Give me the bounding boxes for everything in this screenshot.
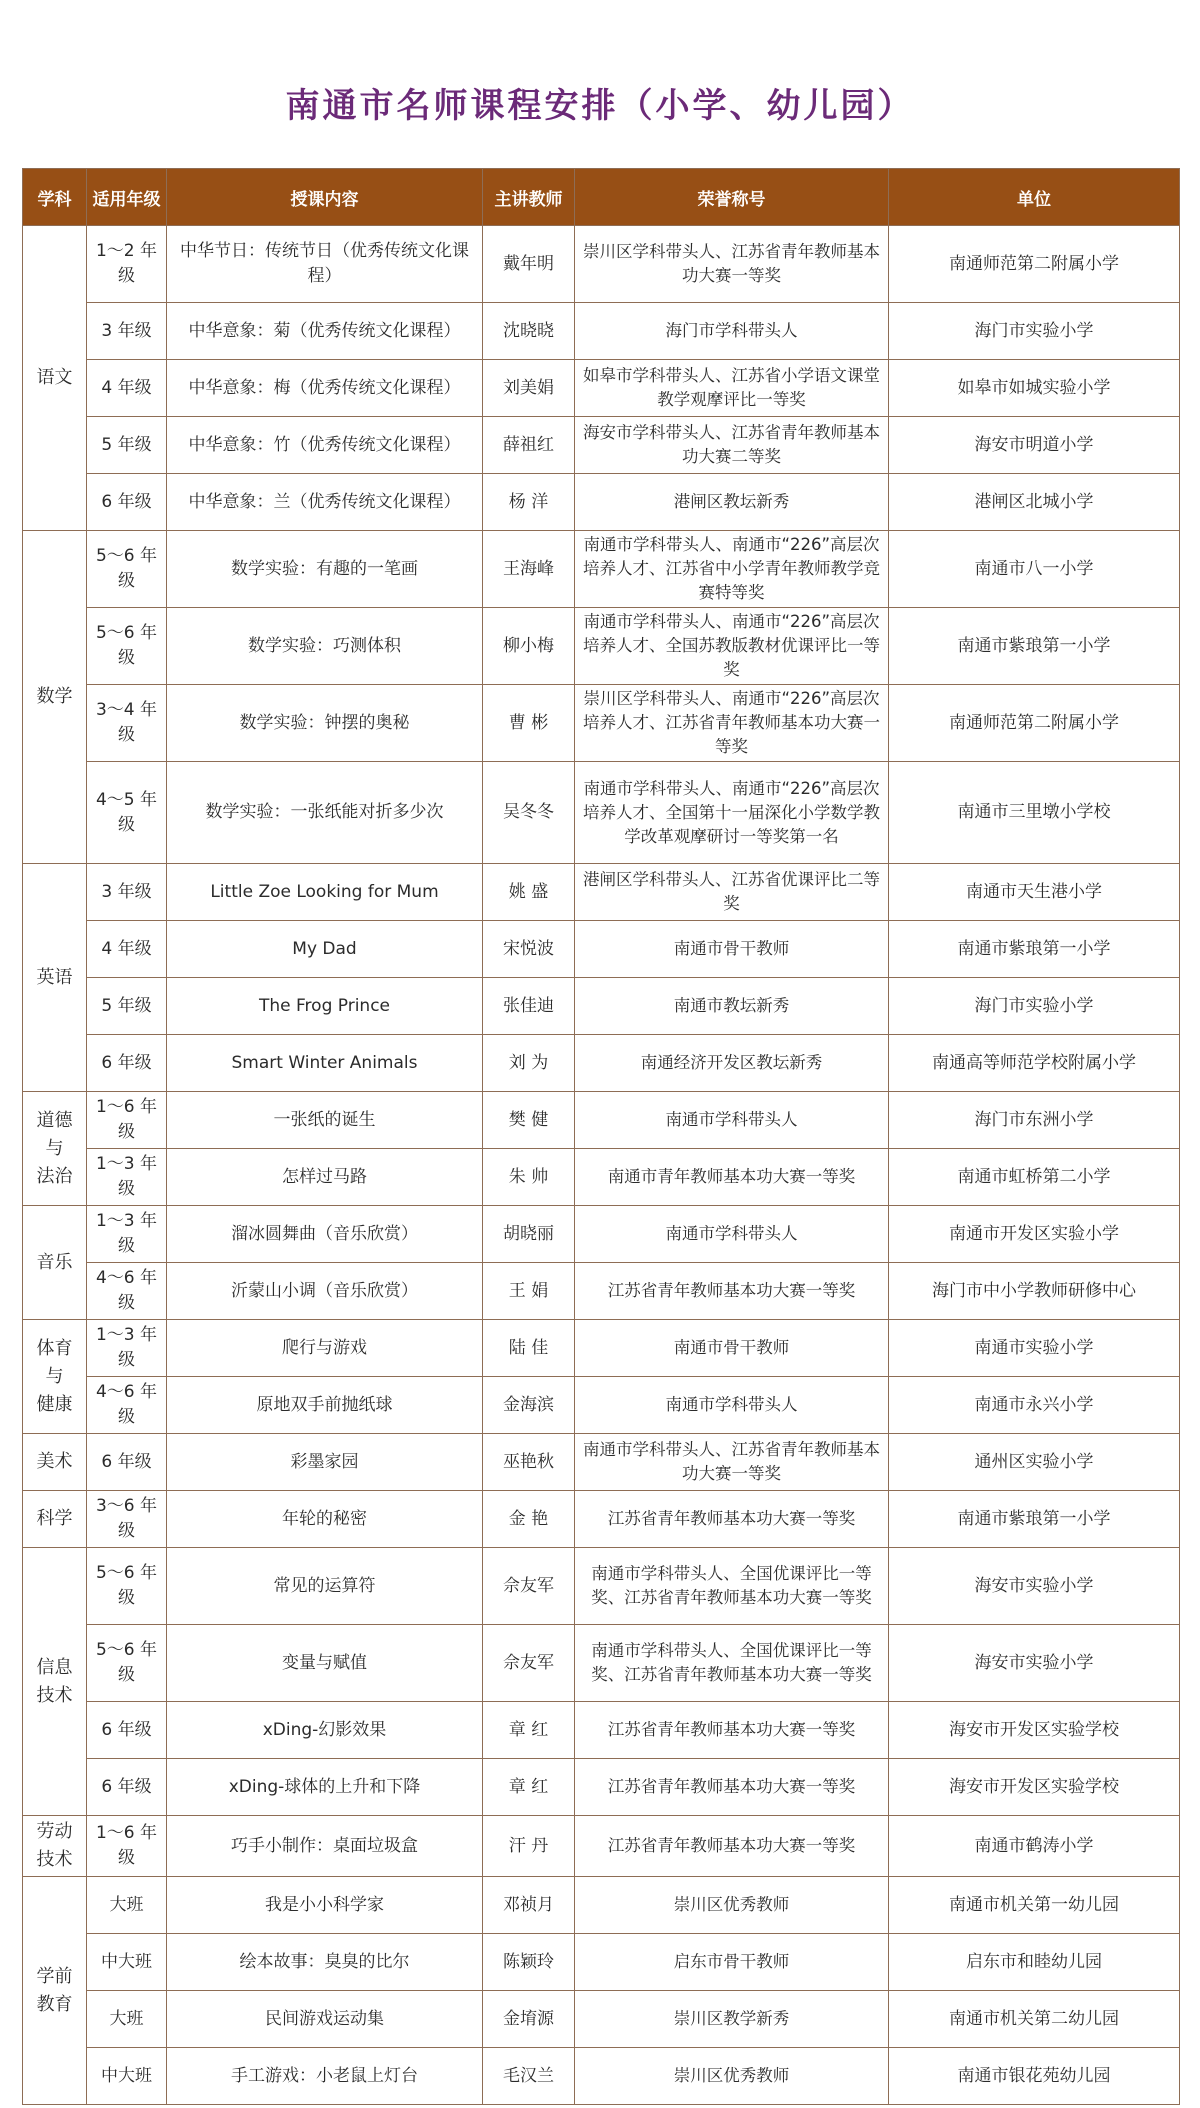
unit-cell: 海安市开发区实验学校 — [889, 1759, 1180, 1816]
honor-cell: 南通市骨干教师 — [575, 1320, 889, 1377]
content-cell: 数学实验：一张纸能对折多少次 — [167, 762, 483, 864]
grade-cell: 1～2 年级 — [87, 226, 167, 303]
content-cell: 数学实验：巧测体积 — [167, 608, 483, 685]
subject-cell: 科学 — [23, 1491, 87, 1548]
honor-cell: 南通市学科带头人、南通市“226”高层次培养人才、全国苏教版教材优课评比一等奖 — [575, 608, 889, 685]
grade-cell: 5 年级 — [87, 417, 167, 474]
honor-cell: 崇川区优秀教师 — [575, 1877, 889, 1934]
grade-cell: 大班 — [87, 1877, 167, 1934]
content-cell: xDing-幻影效果 — [167, 1702, 483, 1759]
content-cell: 绘本故事：臭臭的比尔 — [167, 1934, 483, 1991]
unit-cell: 南通市八一小学 — [889, 531, 1180, 608]
content-cell: 中华意象：兰（优秀传统文化课程） — [167, 474, 483, 531]
table-row — [23, 2048, 1180, 2105]
teacher-cell: 章 红 — [483, 1759, 575, 1816]
subject-cell: 信息 技术 — [23, 1548, 87, 1816]
content-cell: The Frog Prince — [167, 978, 483, 1035]
table-row — [23, 360, 1180, 417]
honor-cell: 南通市学科带头人 — [575, 1092, 889, 1149]
unit-cell: 南通市实验小学 — [889, 1320, 1180, 1377]
unit-cell: 海门市实验小学 — [889, 978, 1180, 1035]
grade-cell: 4 年级 — [87, 360, 167, 417]
unit-cell: 海门市中小学教师研修中心 — [889, 1263, 1180, 1320]
teacher-cell: 金海滨 — [483, 1377, 575, 1434]
teacher-cell: 巫艳秋 — [483, 1434, 575, 1491]
grade-cell: 5～6 年级 — [87, 1625, 167, 1702]
teacher-cell: 刘美娟 — [483, 360, 575, 417]
honor-cell: 南通市青年教师基本功大赛一等奖 — [575, 1149, 889, 1206]
teacher-cell: 宋悦波 — [483, 921, 575, 978]
table-row — [23, 978, 1180, 1035]
table-row — [23, 864, 1180, 921]
subject-cell: 道德与 法治 — [23, 1092, 87, 1206]
schedule-table — [22, 168, 1180, 2105]
grade-cell: 6 年级 — [87, 1434, 167, 1491]
unit-cell: 海安市明道小学 — [889, 417, 1180, 474]
honor-cell: 南通市学科带头人、江苏省青年教师基本功大赛一等奖 — [575, 1434, 889, 1491]
content-cell: 怎样过马路 — [167, 1149, 483, 1206]
unit-cell: 南通市紫琅第一小学 — [889, 921, 1180, 978]
table-row — [23, 1206, 1180, 1263]
unit-cell: 海安市实验小学 — [889, 1625, 1180, 1702]
grade-cell: 6 年级 — [87, 1035, 167, 1092]
teacher-cell: 章 红 — [483, 1702, 575, 1759]
grade-cell: 4 年级 — [87, 921, 167, 978]
content-cell: xDing-球体的上升和下降 — [167, 1759, 483, 1816]
grade-cell: 大班 — [87, 1991, 167, 2048]
table-body — [23, 226, 1180, 2105]
table-row — [23, 921, 1180, 978]
grade-cell: 4～6 年级 — [87, 1377, 167, 1434]
content-cell: 彩墨家园 — [167, 1434, 483, 1491]
content-cell: 中华意象：梅（优秀传统文化课程） — [167, 360, 483, 417]
unit-cell: 南通市紫琅第一小学 — [889, 608, 1180, 685]
table-row — [23, 226, 1180, 303]
content-cell: 我是小小科学家 — [167, 1877, 483, 1934]
honor-cell: 如皋市学科带头人、江苏省小学语文课堂教学观摩评比一等奖 — [575, 360, 889, 417]
header-unit: 单位 — [889, 169, 1180, 226]
header-teacher: 主讲教师 — [483, 169, 575, 226]
table-row — [23, 1625, 1180, 1702]
table-row — [23, 762, 1180, 864]
grade-cell: 3 年级 — [87, 303, 167, 360]
grade-cell: 5～6 年级 — [87, 531, 167, 608]
content-cell: 数学实验：有趣的一笔画 — [167, 531, 483, 608]
unit-cell: 南通市紫琅第一小学 — [889, 1491, 1180, 1548]
teacher-cell: 佘友军 — [483, 1625, 575, 1702]
unit-cell: 南通市天生港小学 — [889, 864, 1180, 921]
grade-cell: 中大班 — [87, 2048, 167, 2105]
grade-cell: 6 年级 — [87, 1702, 167, 1759]
teacher-cell: 毛汉兰 — [483, 2048, 575, 2105]
unit-cell: 南通市三里墩小学校 — [889, 762, 1180, 864]
honor-cell: 启东市骨干教师 — [575, 1934, 889, 1991]
honor-cell: 江苏省青年教师基本功大赛一等奖 — [575, 1702, 889, 1759]
teacher-cell: 戴年明 — [483, 226, 575, 303]
content-cell: 中华意象：竹（优秀传统文化课程） — [167, 417, 483, 474]
honor-cell: 南通市教坛新秀 — [575, 978, 889, 1035]
unit-cell: 南通市机关第二幼儿园 — [889, 1991, 1180, 2048]
teacher-cell: 沈晓晓 — [483, 303, 575, 360]
table-row — [23, 1877, 1180, 1934]
honor-cell: 南通市学科带头人 — [575, 1377, 889, 1434]
table-row — [23, 417, 1180, 474]
unit-cell: 海安市开发区实验学校 — [889, 1702, 1180, 1759]
grade-cell: 6 年级 — [87, 474, 167, 531]
header-content: 授课内容 — [167, 169, 483, 226]
honor-cell: 南通市学科带头人 — [575, 1206, 889, 1263]
content-cell: 一张纸的诞生 — [167, 1092, 483, 1149]
honor-cell: 南通市骨干教师 — [575, 921, 889, 978]
grade-cell: 1～3 年级 — [87, 1320, 167, 1377]
grade-cell: 3～6 年级 — [87, 1491, 167, 1548]
teacher-cell: 陈颖玲 — [483, 1934, 575, 1991]
teacher-cell: 汗 丹 — [483, 1816, 575, 1877]
subject-cell: 劳动 技术 — [23, 1816, 87, 1877]
unit-cell: 南通市鹤涛小学 — [889, 1816, 1180, 1877]
unit-cell: 南通师范第二附属小学 — [889, 685, 1180, 762]
grade-cell: 5～6 年级 — [87, 608, 167, 685]
unit-cell: 南通市虹桥第二小学 — [889, 1149, 1180, 1206]
content-cell: 原地双手前抛纸球 — [167, 1377, 483, 1434]
table-row — [23, 1991, 1180, 2048]
teacher-cell: 姚 盛 — [483, 864, 575, 921]
content-cell: 手工游戏：小老鼠上灯台 — [167, 2048, 483, 2105]
unit-cell: 海门市实验小学 — [889, 303, 1180, 360]
teacher-cell: 佘友军 — [483, 1548, 575, 1625]
table-row — [23, 1816, 1180, 1877]
teacher-cell: 杨 洋 — [483, 474, 575, 531]
unit-cell: 启东市和睦幼儿园 — [889, 1934, 1180, 1991]
grade-cell: 5～6 年级 — [87, 1548, 167, 1625]
content-cell: 爬行与游戏 — [167, 1320, 483, 1377]
subject-cell: 美术 — [23, 1434, 87, 1491]
unit-cell: 南通高等师范学校附属小学 — [889, 1035, 1180, 1092]
unit-cell: 港闸区北城小学 — [889, 474, 1180, 531]
unit-cell: 南通市开发区实验小学 — [889, 1206, 1180, 1263]
unit-cell: 南通市机关第一幼儿园 — [889, 1877, 1180, 1934]
content-cell: 中华节日：传统节日（优秀传统文化课程） — [167, 226, 483, 303]
teacher-cell: 王 娟 — [483, 1263, 575, 1320]
content-cell: 年轮的秘密 — [167, 1491, 483, 1548]
subject-cell: 数学 — [23, 531, 87, 864]
honor-cell: 海门市学科带头人 — [575, 303, 889, 360]
teacher-cell: 吴冬冬 — [483, 762, 575, 864]
content-cell: 巧手小制作：桌面垃圾盒 — [167, 1816, 483, 1877]
honor-cell: 江苏省青年教师基本功大赛一等奖 — [575, 1491, 889, 1548]
content-cell: Little Zoe Looking for Mum — [167, 864, 483, 921]
table-row — [23, 1702, 1180, 1759]
honor-cell: 崇川区优秀教师 — [575, 2048, 889, 2105]
unit-cell: 海门市东洲小学 — [889, 1092, 1180, 1149]
honor-cell: 崇川区学科带头人、江苏省青年教师基本功大赛一等奖 — [575, 226, 889, 303]
table-row — [23, 474, 1180, 531]
grade-cell: 3 年级 — [87, 864, 167, 921]
grade-cell: 中大班 — [87, 1934, 167, 1991]
table-row — [23, 1092, 1180, 1149]
grade-cell: 5 年级 — [87, 978, 167, 1035]
teacher-cell: 金 艳 — [483, 1491, 575, 1548]
unit-cell: 南通市银花苑幼儿园 — [889, 2048, 1180, 2105]
unit-cell: 南通市永兴小学 — [889, 1377, 1180, 1434]
table-row — [23, 531, 1180, 608]
grade-cell: 4～6 年级 — [87, 1263, 167, 1320]
teacher-cell: 薛祖红 — [483, 417, 575, 474]
unit-cell: 南通师范第二附属小学 — [889, 226, 1180, 303]
subject-cell: 体育与 健康 — [23, 1320, 87, 1434]
honor-cell: 海安市学科带头人、江苏省青年教师基本功大赛二等奖 — [575, 417, 889, 474]
content-cell: 中华意象：菊（优秀传统文化课程） — [167, 303, 483, 360]
honor-cell: 江苏省青年教师基本功大赛一等奖 — [575, 1816, 889, 1877]
unit-cell: 如皋市如城实验小学 — [889, 360, 1180, 417]
subject-cell: 音乐 — [23, 1206, 87, 1320]
subject-cell: 语文 — [23, 226, 87, 531]
table-row — [23, 1934, 1180, 1991]
honor-cell: 南通市学科带头人、南通市“226”高层次培养人才、全国第十一届深化小学数学教学改革观摩研讨一等奖第一名 — [575, 762, 889, 864]
table-row — [23, 1377, 1180, 1434]
content-cell: 常见的运算符 — [167, 1548, 483, 1625]
teacher-cell: 邓祯月 — [483, 1877, 575, 1934]
honor-cell: 港闸区学科带头人、江苏省优课评比二等奖 — [575, 864, 889, 921]
teacher-cell: 金堉源 — [483, 1991, 575, 2048]
header-honor: 荣誉称号 — [575, 169, 889, 226]
teacher-cell: 樊 健 — [483, 1092, 575, 1149]
content-cell: My Dad — [167, 921, 483, 978]
honor-cell: 崇川区学科带头人、南通市“226”高层次培养人才、江苏省青年教师基本功大赛一等奖 — [575, 685, 889, 762]
subject-cell: 英语 — [23, 864, 87, 1092]
header-subject: 学科 — [23, 169, 87, 226]
table-row — [23, 1263, 1180, 1320]
unit-cell: 通州区实验小学 — [889, 1434, 1180, 1491]
table-row — [23, 685, 1180, 762]
honor-cell: 港闸区教坛新秀 — [575, 474, 889, 531]
grade-cell: 1～3 年级 — [87, 1149, 167, 1206]
table-row — [23, 1434, 1180, 1491]
content-cell: Smart Winter Animals — [167, 1035, 483, 1092]
honor-cell: 南通市学科带头人、南通市“226”高层次培养人才、江苏省中小学青年教师教学竞赛特等奖 — [575, 531, 889, 608]
table-row — [23, 303, 1180, 360]
teacher-cell: 陆 佳 — [483, 1320, 575, 1377]
content-cell: 沂蒙山小调（音乐欣赏） — [167, 1263, 483, 1320]
honor-cell: 南通经济开发区教坛新秀 — [575, 1035, 889, 1092]
table-row — [23, 1759, 1180, 1816]
grade-cell: 1～3 年级 — [87, 1206, 167, 1263]
honor-cell: 南通市学科带头人、全国优课评比一等奖、江苏省青年教师基本功大赛一等奖 — [575, 1548, 889, 1625]
grade-cell: 3～4 年级 — [87, 685, 167, 762]
content-cell: 溜冰圆舞曲（音乐欣赏） — [167, 1206, 483, 1263]
teacher-cell: 王海峰 — [483, 531, 575, 608]
content-cell: 民间游戏运动集 — [167, 1991, 483, 2048]
teacher-cell: 刘 为 — [483, 1035, 575, 1092]
table-row — [23, 1320, 1180, 1377]
honor-cell: 江苏省青年教师基本功大赛一等奖 — [575, 1263, 889, 1320]
grade-cell: 1～6 年级 — [87, 1816, 167, 1877]
grade-cell: 4～5 年级 — [87, 762, 167, 864]
table-row — [23, 1149, 1180, 1206]
teacher-cell: 曹 彬 — [483, 685, 575, 762]
header-grade: 适用年级 — [87, 169, 167, 226]
teacher-cell: 胡晓丽 — [483, 1206, 575, 1263]
content-cell: 数学实验：钟摆的奥秘 — [167, 685, 483, 762]
grade-cell: 1～6 年级 — [87, 1092, 167, 1149]
table-row — [23, 1035, 1180, 1092]
honor-cell: 崇川区教学新秀 — [575, 1991, 889, 2048]
page-title: 南通市名师课程安排（小学、幼儿园） — [285, 86, 915, 126]
unit-cell: 海安市实验小学 — [889, 1548, 1180, 1625]
honor-cell: 南通市学科带头人、全国优课评比一等奖、江苏省青年教师基本功大赛一等奖 — [575, 1625, 889, 1702]
table-row — [23, 608, 1180, 685]
grade-cell: 6 年级 — [87, 1759, 167, 1816]
teacher-cell: 张佳迪 — [483, 978, 575, 1035]
honor-cell: 江苏省青年教师基本功大赛一等奖 — [575, 1759, 889, 1816]
content-cell: 变量与赋值 — [167, 1625, 483, 1702]
table-row — [23, 1491, 1180, 1548]
subject-cell: 学前 教育 — [23, 1877, 87, 2105]
header-row — [23, 169, 1180, 226]
teacher-cell: 柳小梅 — [483, 608, 575, 685]
teacher-cell: 朱 帅 — [483, 1149, 575, 1206]
table-row — [23, 1548, 1180, 1625]
